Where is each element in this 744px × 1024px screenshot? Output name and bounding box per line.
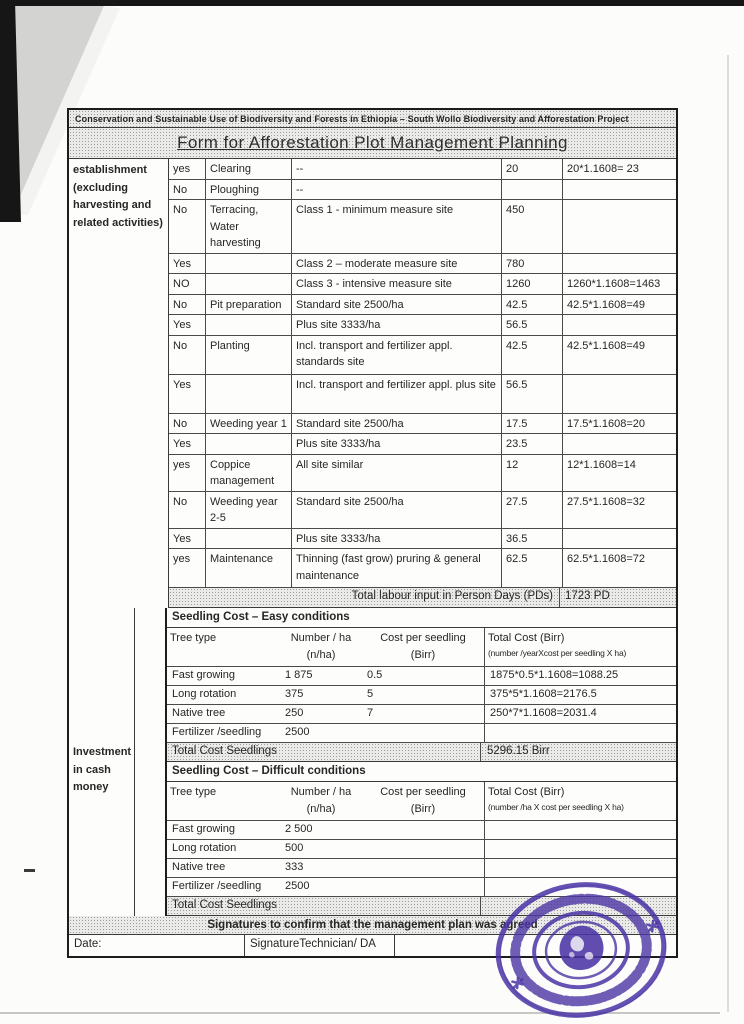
detail-cell: Class 1 - minimum measure site [292,200,502,253]
labour-row [169,492,676,529]
scan-edge-right [727,55,729,1012]
detail-cell: -- [292,159,502,179]
detail-cell: Standard site 2500/ha [292,414,502,434]
form-title: Form for Afforestation Plot Management Planning [177,133,568,152]
activity-cell [206,434,292,454]
labour-row [169,180,676,201]
seedling-row: Long rotation 375 5 375*5*1.1608=2176.5 [167,686,676,705]
detail-cell: All site similar [292,455,502,491]
calc-cell [563,254,676,274]
labour-row [169,375,676,414]
activity-cell: Weeding year 2-5 [206,492,292,528]
detail-cell: Standard site 2500/ha [292,492,502,528]
labour-row [169,274,676,295]
gutter [135,608,165,916]
date-label: Date: [69,935,245,956]
detail-cell: -- [292,180,502,200]
title-band [69,128,676,159]
seedling-row: Fast growing 2 500 [167,821,676,840]
answer-cell: No [169,414,206,434]
col-header-tree-type: Tree type [170,786,217,799]
calc-cell: 42.5*1.1608=49 [567,298,645,311]
calc-cell: 62.5*1.1608=72 [567,553,645,565]
value-cell: 17.5 [502,414,563,434]
detail-cell: Standard site 2500/ha [292,295,502,315]
difficult-total-label: Total Cost Seedlings [167,897,480,915]
detail-cell: Plus site 3333/ha [292,434,502,454]
difficult-header-row [167,782,676,821]
value-cell: 1260 [502,274,563,294]
value-cell: 42.5 [502,336,563,374]
calc-cell [563,375,676,413]
detail-cell: Incl. transport and fertilizer appl. standards site [292,336,502,374]
value-cell: 450 [502,200,563,253]
calc-cell: 1260*1.1608=1463 [567,278,661,290]
activity-cell [206,274,292,294]
section-label-investment: Investment in cash money [69,608,135,916]
labour-row [169,295,676,316]
official-circular-stamp [484,871,677,1024]
labour-rows [169,159,676,608]
labour-row [169,315,676,336]
seedling-row: Fertilizer /seedling 2500 [167,724,676,743]
activity-cell: Weeding year 1 [206,414,292,434]
answer-cell: No [169,295,206,315]
activity-cell: Ploughing [206,180,292,200]
answer-cell: NO [169,274,206,294]
answer-cell: Yes [169,529,206,549]
activity-cell: Clearing [206,159,292,179]
value-cell [502,180,563,200]
answer-cell: Yes [169,315,206,335]
calc-cell [563,180,676,200]
col-header-total: Total Cost (Birr) (number /ha X cost per seedling X ha) [484,782,676,820]
detail-cell: Class 2 – moderate measure site [292,254,502,274]
col-header-cost: Cost per seedling (Birr) [380,786,466,816]
seedling-row: Fast growing 1 875 0.5 1875*0.5*1.1608=1088.25 [167,667,676,686]
detail-cell: Class 3 - intensive measure site [292,274,502,294]
easy-header-row [167,628,676,667]
value-cell: 36.5 [502,529,563,549]
calc-cell: 17.5*1.1608=20 [567,417,645,430]
pen-mark [24,869,35,872]
value-cell: 780 [502,254,563,274]
section-label-establishment: establishment (excluding harvesting and related activities) [69,159,169,608]
seedling-row: Native tree 250 7 250*7*1.1608=2031.4 [167,705,676,724]
activity-cell: Maintenance [206,549,292,587]
calc-cell: 27.5*1.1608=32 [567,495,645,508]
signatures-row: Signatures to confirm that the management plan was agreed [69,916,676,935]
easy-conditions-title: Seedling Cost – Easy conditions [167,608,676,628]
labour-row [169,434,676,455]
activity-cell: Terracing, Water harvesting [206,200,292,253]
answer-cell: No [169,200,206,253]
calc-cell: 20*1.1608= 23 [567,163,639,175]
labour-row [169,254,676,275]
easy-total-row [167,743,676,762]
detail-cell: Plus site 3333/ha [292,315,502,335]
project-header: Conservation and Sustainable Use of Biodiversity and Forests in Ethiopia – South Wollo Biodiversity and Afforestation Project [69,110,676,128]
answer-cell: yes [169,159,206,179]
detail-cell: Incl. transport and fertilizer appl. plus site [292,375,502,413]
activity-cell: Coppice management [206,455,292,491]
labour-row [169,336,676,375]
seedling-row: Fertilizer /seedling 2500 [167,878,676,897]
activity-cell [206,315,292,335]
answer-cell: No [169,492,206,528]
answer-cell: yes [169,549,206,587]
signature-technician-label: SignatureTechnician/ DA [245,935,395,956]
value-cell: 20 [502,159,563,179]
activity-cell: Pit preparation [206,295,292,315]
seedling-row: Native tree 333 [167,859,676,878]
seedling-row: Long rotation 500 [167,840,676,859]
activity-cell [206,529,292,549]
seedling-cost-tables [165,608,676,916]
answer-cell: Yes [169,375,206,413]
value-cell: 56.5 [502,375,563,413]
calc-cell [563,434,676,454]
investment-section [69,608,676,916]
value-cell: 23.5 [502,434,563,454]
answer-cell: No [169,180,206,200]
scan-edge-top [0,0,744,6]
labour-row [169,414,676,435]
total-labour-label: Total labour input in Person Days (PDs) [169,588,559,607]
labour-row [169,455,676,492]
value-cell: 42.5 [502,295,563,315]
afforestation-form [67,108,678,958]
activity-cell [206,375,292,413]
value-cell: 27.5 [502,492,563,528]
col-header-number: Number / ha (n/ha) [290,632,352,662]
col-header-tree-type: Tree type [170,632,217,644]
difficult-conditions-title: Seedling Cost – Difficult conditions [167,762,676,782]
labour-row [169,529,676,550]
total-labour-value: 1723 PD [559,588,676,607]
answer-cell: Yes [169,434,206,454]
easy-total-value: 5296.15 Birr [480,743,676,761]
labour-row [169,159,676,180]
detail-cell: Thinning (fast grow) pruring & general maintenance [292,549,502,587]
activity-cell: Planting [206,336,292,374]
col-header-number: Number / ha (n/ha) [290,786,352,816]
activity-cell [206,254,292,274]
col-header-total: Total Cost (Birr) (number /yearXcost per seedling X ha) [484,628,676,666]
answer-cell: yes [169,455,206,491]
calc-cell [563,315,676,335]
value-cell: 12 [502,455,563,491]
answer-cell: Yes [169,254,206,274]
answer-cell: No [169,336,206,374]
value-cell: 62.5 [502,549,563,587]
calc-cell: 12*1.1608=14 [567,458,636,471]
labour-section [69,159,676,608]
detail-cell: Plus site 3333/ha [292,529,502,549]
labour-row [169,200,676,254]
calc-cell: 42.5*1.1608=49 [567,339,645,352]
calc-cell [563,529,676,549]
easy-total-label: Total Cost Seedlings [167,743,480,761]
labour-row [169,549,676,588]
calc-cell [563,200,676,253]
total-labour-row [169,588,676,608]
col-header-cost: Cost per seedling (Birr) [380,632,466,662]
value-cell: 56.5 [502,315,563,335]
